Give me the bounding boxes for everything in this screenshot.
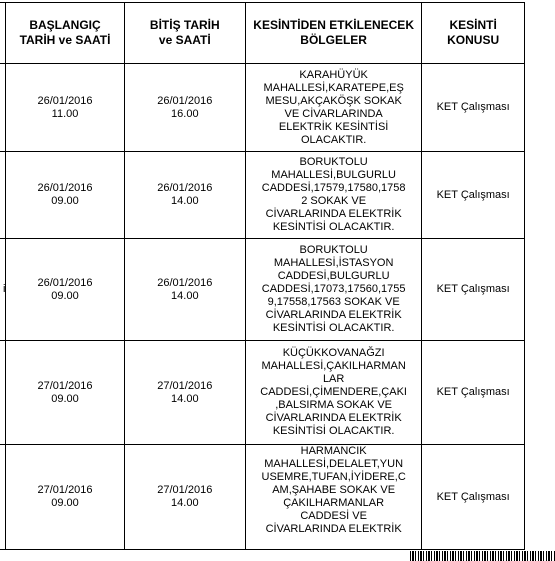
header-end-datetime: BİTİŞ TARİH ve SAATİ xyxy=(124,3,245,64)
end-datetime-cell: 27/01/2016 14.00 xyxy=(124,341,245,445)
regions-cell: BORUKTOLU MAHALLESİ,BULGURLU CADDESİ,17579,17580,1758 2 SOKAK VE CİVARLARINDA ELEKTRİK KESİNTİSİ OLACAKTIR. xyxy=(245,152,421,239)
table-header-row xyxy=(0,3,525,64)
end-datetime-cell: 27/01/2016 14.00 xyxy=(124,445,245,550)
topic-cell: KET Çalışması xyxy=(422,152,525,239)
header-start-datetime: BAŞLANGIÇ TARİH ve SAATİ xyxy=(6,3,124,64)
table-row xyxy=(0,445,525,550)
start-datetime-cell: 26/01/2016 09.00 xyxy=(6,152,124,239)
header-outage-topic: KESİNTİ KONUSU xyxy=(422,3,525,64)
start-datetime-cell: 27/01/2016 09.00 xyxy=(6,341,124,445)
start-datetime-cell: 26/01/2016 11.00 xyxy=(6,64,124,152)
end-datetime-cell: 26/01/2016 14.00 xyxy=(124,152,245,239)
topic-cell: KET Çalışması xyxy=(422,445,525,550)
power-outage-table xyxy=(0,2,525,550)
table-row xyxy=(0,152,525,239)
barcode-strip xyxy=(410,551,555,561)
side-mark: i xyxy=(2,283,6,295)
regions-cell: HARMANCIK MAHALLESİ,DELALET,YUN USEMRE,TUFAN,İYİDERE,C AM,ŞAHABE SOKAK VE ÇAKILHARMANLAR CADDESİ VE CİVARLARINDA ELEKTRİK xyxy=(245,445,421,550)
table-row xyxy=(0,239,525,341)
regions-cell: BORUKTOLU MAHALLESİ,İSTASYON CADDESİ,BULGURLU CADDESİ,17073,17560,1755 9,17558,17563 SOKAK VE CİVARLARINDA ELEKTRİK KESİNTİSİ OLACAKTIR. xyxy=(245,239,421,341)
topic-cell: KET Çalışması xyxy=(422,239,525,341)
table-row xyxy=(0,341,525,445)
regions-cell: KÜÇÜKKOVANAĞZI MAHALLESİ,ÇAKILHARMAN LAR CADDESİ,ÇİMENDERE,ÇAKI ,BALSIRMA SOKAK VE CİVARLARINDA ELEKTRİK KESİNTİSİ OLACAKTIR. xyxy=(245,341,421,445)
topic-cell: KET Çalışması xyxy=(422,64,525,152)
regions-cell: KARAHÜYÜK MAHALLESİ,KARATEPE,EŞ MESU,AKÇAKÖŞK SOKAK VE CİVARLARINDA ELEKTRİK KESİNTİSİ OLACAKTIR. xyxy=(245,64,421,152)
topic-cell: KET Çalışması xyxy=(422,341,525,445)
end-datetime-cell: 26/01/2016 14.00 xyxy=(124,239,245,341)
start-datetime-cell: 26/01/2016 09.00 xyxy=(6,239,124,341)
end-datetime-cell: 26/01/2016 16.00 xyxy=(124,64,245,152)
table-row xyxy=(0,64,525,152)
header-affected-regions: KESİNTİDEN ETKİLENECEK BÖLGELER xyxy=(245,3,421,64)
start-datetime-cell: 27/01/2016 09.00 xyxy=(6,445,124,550)
